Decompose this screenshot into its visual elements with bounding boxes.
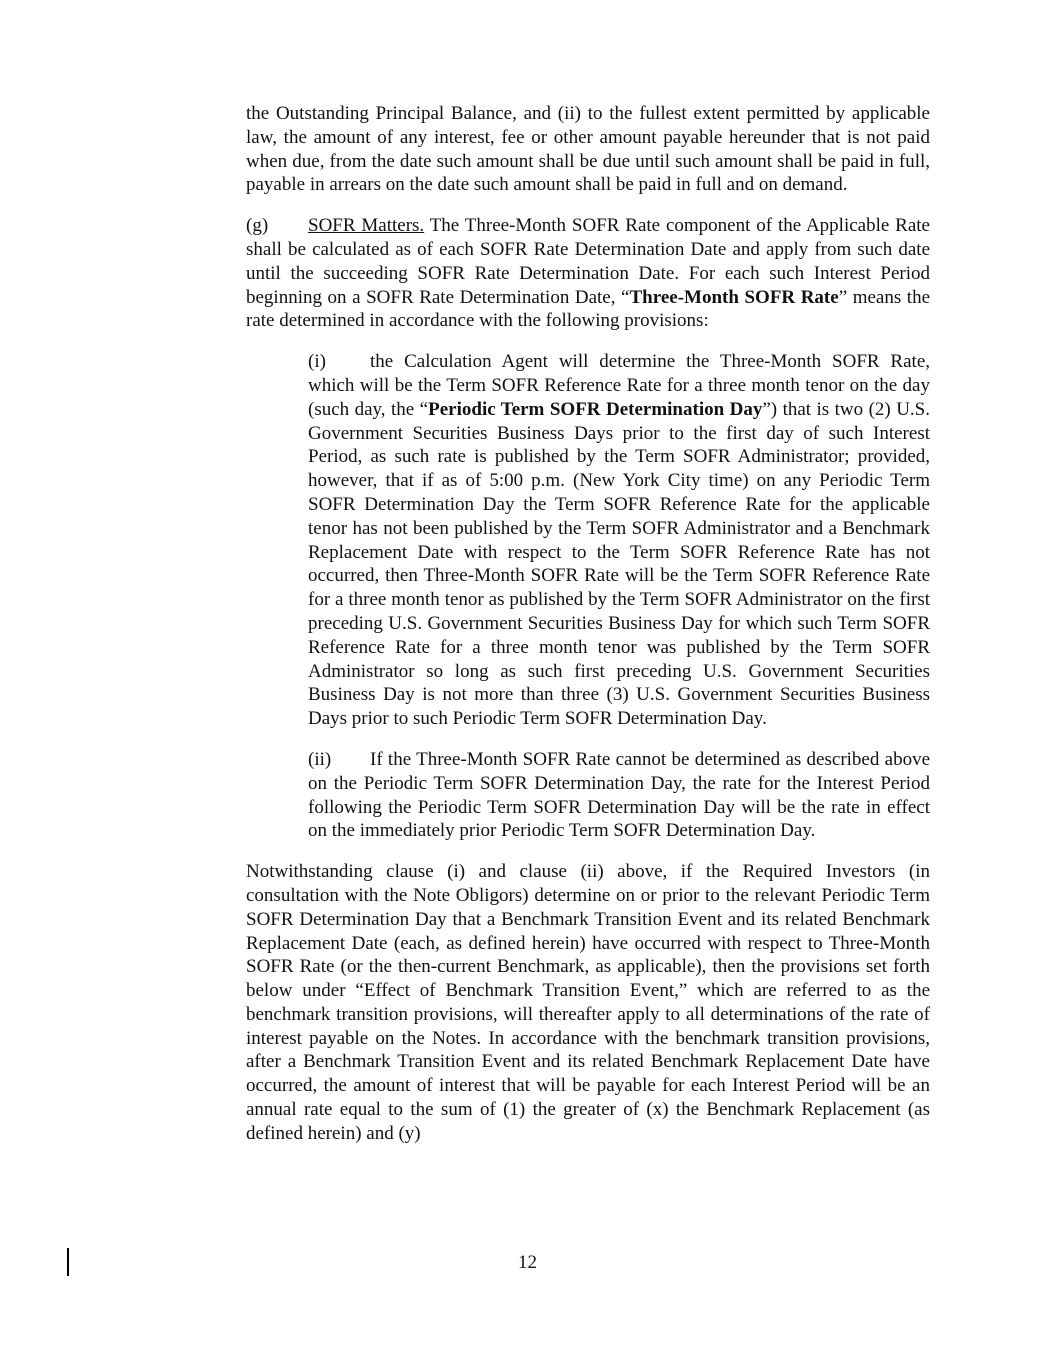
clause-ii-text: If the Three-Month SOFR Rate cannot be determined as described above on the Periodic Term SOFR Determination Day, the rate for the Interest Period following the Periodic Term SOFR Determination Day will be the rate in effect on the immediately prior Periodic Term SOFR Determination Day. bbox=[308, 748, 930, 842]
section-g-text-b: ” means the rate determined in accordance with the following provisions: bbox=[246, 286, 931, 332]
section-g-sofr-matters bbox=[246, 214, 930, 333]
paragraph-notwithstanding: Notwithstanding clause (i) and clause (ii) above, if the Required Investors (in consultation with the Note Obligors) determine on or prior to the relevant Periodic Term SOFR Determination Day that a Benchmark Transition Event and its related Benchmark Replacement Date (each, as defined herein) have occurred with respect to Three-Month SOFR Rate (or the then-current Benchmark, as applicable), then the provisions set forth below under “Effect of Benchmark Transition Event,” which are referred to as the benchmark transition provisions, will thereafter apply to all determinations of the rate of interest payable on the Notes. In accordance with the benchmark transition provisions, after a Benchmark Transition Event and its related Benchmark Replacement Date have occurred, the amount of interest that will be payable for each Interest Period will be an annual rate equal to the sum of (1) the greater of (x) the Benchmark Replacement (as defined herein) and (y) bbox=[246, 861, 930, 1144]
section-g-marker: (g) bbox=[246, 215, 269, 237]
clause-i-text-b: ”) that is two (2) U.S. Government Securities Business Days prior to the first day of such Interest Period, as such rate is published by the Term SOFR Administrator; provided, however, that if as of 5:00 p.m. (New York City time) on any Periodic Term SOFR Determination Day the Term SOFR Reference Rate for the applicable tenor has not been published by the Term SOFR Administrator and a Benchmark Replacement Date with respect to the Term SOFR Reference Rate has not occurred, then Three-Month SOFR Rate will be the Term SOFR Reference Rate for a three month tenor as published by the Term SOFR Administrator on the first preceding U.S. Government Securities Business Day for which such Term SOFR Reference Rate for a three month tenor was published by the Term SOFR Administrator so long as such first preceding U.S. Government Securities Business Day is not more than three (3) U.S. Government Securities Business Days prior to such Periodic Term SOFR Determination Day. bbox=[308, 398, 931, 730]
clause-i-marker: (i) bbox=[308, 351, 326, 373]
clause-ii bbox=[308, 748, 930, 843]
page-number: 12 bbox=[518, 1252, 537, 1273]
section-g-heading: SOFR Matters. bbox=[308, 215, 425, 237]
defined-term-three-month-sofr-rate: Three-Month SOFR Rate bbox=[629, 286, 839, 308]
clause-ii-marker: (ii) bbox=[308, 748, 332, 770]
document-body bbox=[246, 102, 930, 1163]
section-g-text-a: The Three-Month SOFR Rate component of the Applicable Rate shall be calculated as of each SOFR Rate Determination Date and apply from such date until the succeeding SOFR Rate Determination Date. For each such Interest Period beginning on a SOFR Rate Determination Date, “ bbox=[246, 215, 930, 308]
defined-term-periodic-term-sofr-determination-day: Periodic Term SOFR Determination Day bbox=[428, 398, 763, 420]
clause-i bbox=[308, 350, 930, 731]
paragraph-outstanding-balance: the Outstanding Principal Balance, and (ii) to the fullest extent permitted by applicable law, the amount of any interest, fee or other amount payable hereunder that is not paid when due, from the date such amount shall be due until such amount shall be paid in full, payable in arrears on the date such amount shall be paid in full and on demand. bbox=[246, 103, 930, 196]
clause-i-text-a: the Calculation Agent will determine the Three-Month SOFR Rate, which will be the Term SOFR Reference Rate for a three month tenor on the day (such day, the “ bbox=[308, 351, 930, 420]
